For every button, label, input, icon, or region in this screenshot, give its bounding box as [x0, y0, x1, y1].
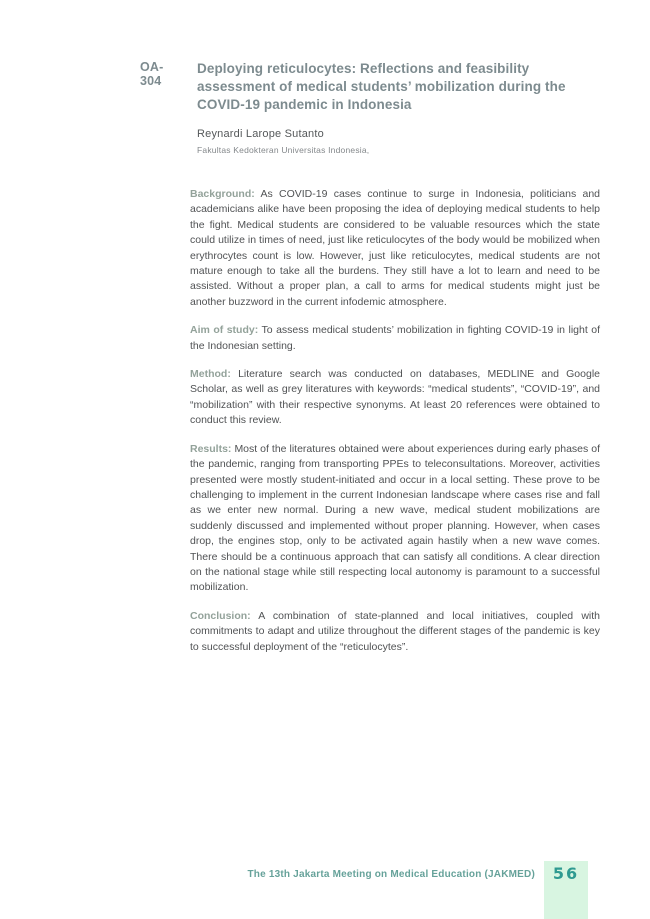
- section-label-background: Background:: [190, 188, 255, 200]
- author-block: [197, 128, 597, 155]
- paper-header: [140, 60, 602, 114]
- section-label-aim: Aim of study:: [190, 324, 259, 337]
- abstract-body: [190, 187, 600, 668]
- paper-code: OA-304: [140, 60, 164, 88]
- section-label-conclusion: Conclusion:: [190, 609, 251, 622]
- section-text-conclusion: A combination of state-planned and local initiatives, coupled with commitments to adapt and utilize throughout the different stages of the pandemic is key to successful deployment of the “reticulocytes”.: [190, 609, 600, 653]
- section-aim: [190, 323, 600, 354]
- section-results: [190, 442, 600, 596]
- section-text-results: Most of the literatures obtained were about experiences during early phases of the pandemic, ranging from transporting PPEs to teleconsultations. Moreover, activities presented were mostly student-initiated and occur in a local setting. These prove to be challenging to implement in the current Indonesian landscape where cases rise and fall as we enter new normal. During a new wave, medical student mobilizations are suddenly discussed and implemented without proper planning. However, when cases drop, the engines stop, only to be activated again hastily when a new wave comes. There should be a continuous approach that can satisfy all conditions. A clear direction on the national stage while still respecting local autonomy is paramount to a successful mobilization.: [190, 442, 600, 594]
- footer-conference-title: The 13th Jakarta Meeting on Medical Education (JAKMED): [247, 869, 535, 880]
- page-number: 56: [552, 864, 580, 883]
- section-method: [190, 367, 600, 429]
- page-number-badge: [544, 861, 588, 919]
- section-background: [190, 187, 600, 310]
- paper-title: Deploying reticulocytes: Reflections and feasibility assessment of medical students’ mobilization during the COVID-19 pandemic in Indonesia: [197, 61, 566, 112]
- section-conclusion: [190, 609, 600, 655]
- section-label-method: Method:: [190, 368, 231, 381]
- author-name: Reynardi Larope Sutanto: [197, 128, 324, 140]
- section-text-aim: To assess medical students’ mobilization in fighting COVID-19 in light of the Indonesian setting.: [190, 324, 600, 352]
- section-label-results: Results:: [190, 442, 232, 455]
- section-text-background: As COVID-19 cases continue to surge in Indonesia, politicians and academicians alike have been proposing the idea of deploying medical students to help the fight. Medical students are considered to be valuable resources which the state could utilize in times of need, just like reticulocytes of the body would be mobilized when erythrocytes count is low. However, just like reticulocytes, medical students are not mature enough to take all the burdens. They still have a lot to learn and need to be assisted. Without a proper plan, a call to arms for medical students might just be another buzzword in the current infodemic atmosphere.: [190, 188, 601, 308]
- section-text-method: Literature search was conducted on databases, MEDLINE and Google Scholar, as well as grey literatures with keywords: “medical students”, “COVID-19”, and “mobilization” with their respective synonyms. At least 20 references were obtained to conduct this review.: [190, 368, 600, 427]
- author-affiliation: Fakultas Kedokteran Universitas Indonesia,: [197, 145, 370, 155]
